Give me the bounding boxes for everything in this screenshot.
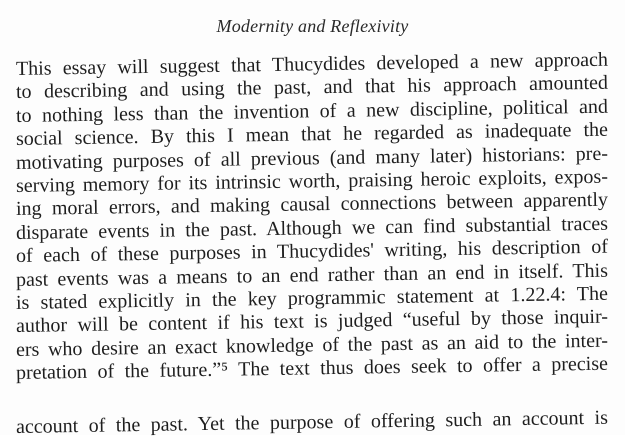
- text-line: ing moral errors, and making causal connections between apparently: [15, 189, 609, 221]
- text-line: is stated explicitly in the key programmic statement at 1.22.4: The: [15, 282, 609, 315]
- text-line: to describing and using the past, and that his approach amounted: [15, 72, 609, 104]
- text-line: author will be content if his text is judged “useful by those inquir-: [15, 306, 609, 338]
- text-line: social science. By this I mean that he regarded as inadequate the: [15, 118, 609, 151]
- text-line: disparate events in the past. Although we can find substantial traces: [15, 212, 609, 244]
- text-line-cut-off: account of the past. Yet the purpose of offering such an account is: [15, 406, 609, 438]
- text-line: This essay will suggest that Thucydides developed a new approach: [15, 48, 609, 80]
- cut-off-line-wrapper: [15, 406, 609, 438]
- text-line: past events was a means to an end rather than an end in itself. This: [15, 259, 609, 291]
- text-line: of each of these purposes in Thucydides' writing, his description of: [15, 235, 609, 268]
- text-line: serving memory for its intrinsic worth, praising heroic exploits, expos-: [15, 165, 609, 198]
- text-line: to nothing less than the invention of a new discipline, political and: [15, 95, 609, 127]
- running-head: Modernity and Reflexivity: [216, 16, 409, 36]
- body-text: [15, 48, 612, 386]
- text-line: motivating purposes of all previous (and many later) historians: pre-: [15, 142, 609, 174]
- text-line: pretation of the future.”⁵ The text thus does seek to offer a precise: [15, 352, 609, 385]
- text-line: ers who desire an exact knowledge of the past as an aid to the inter-: [15, 329, 609, 361]
